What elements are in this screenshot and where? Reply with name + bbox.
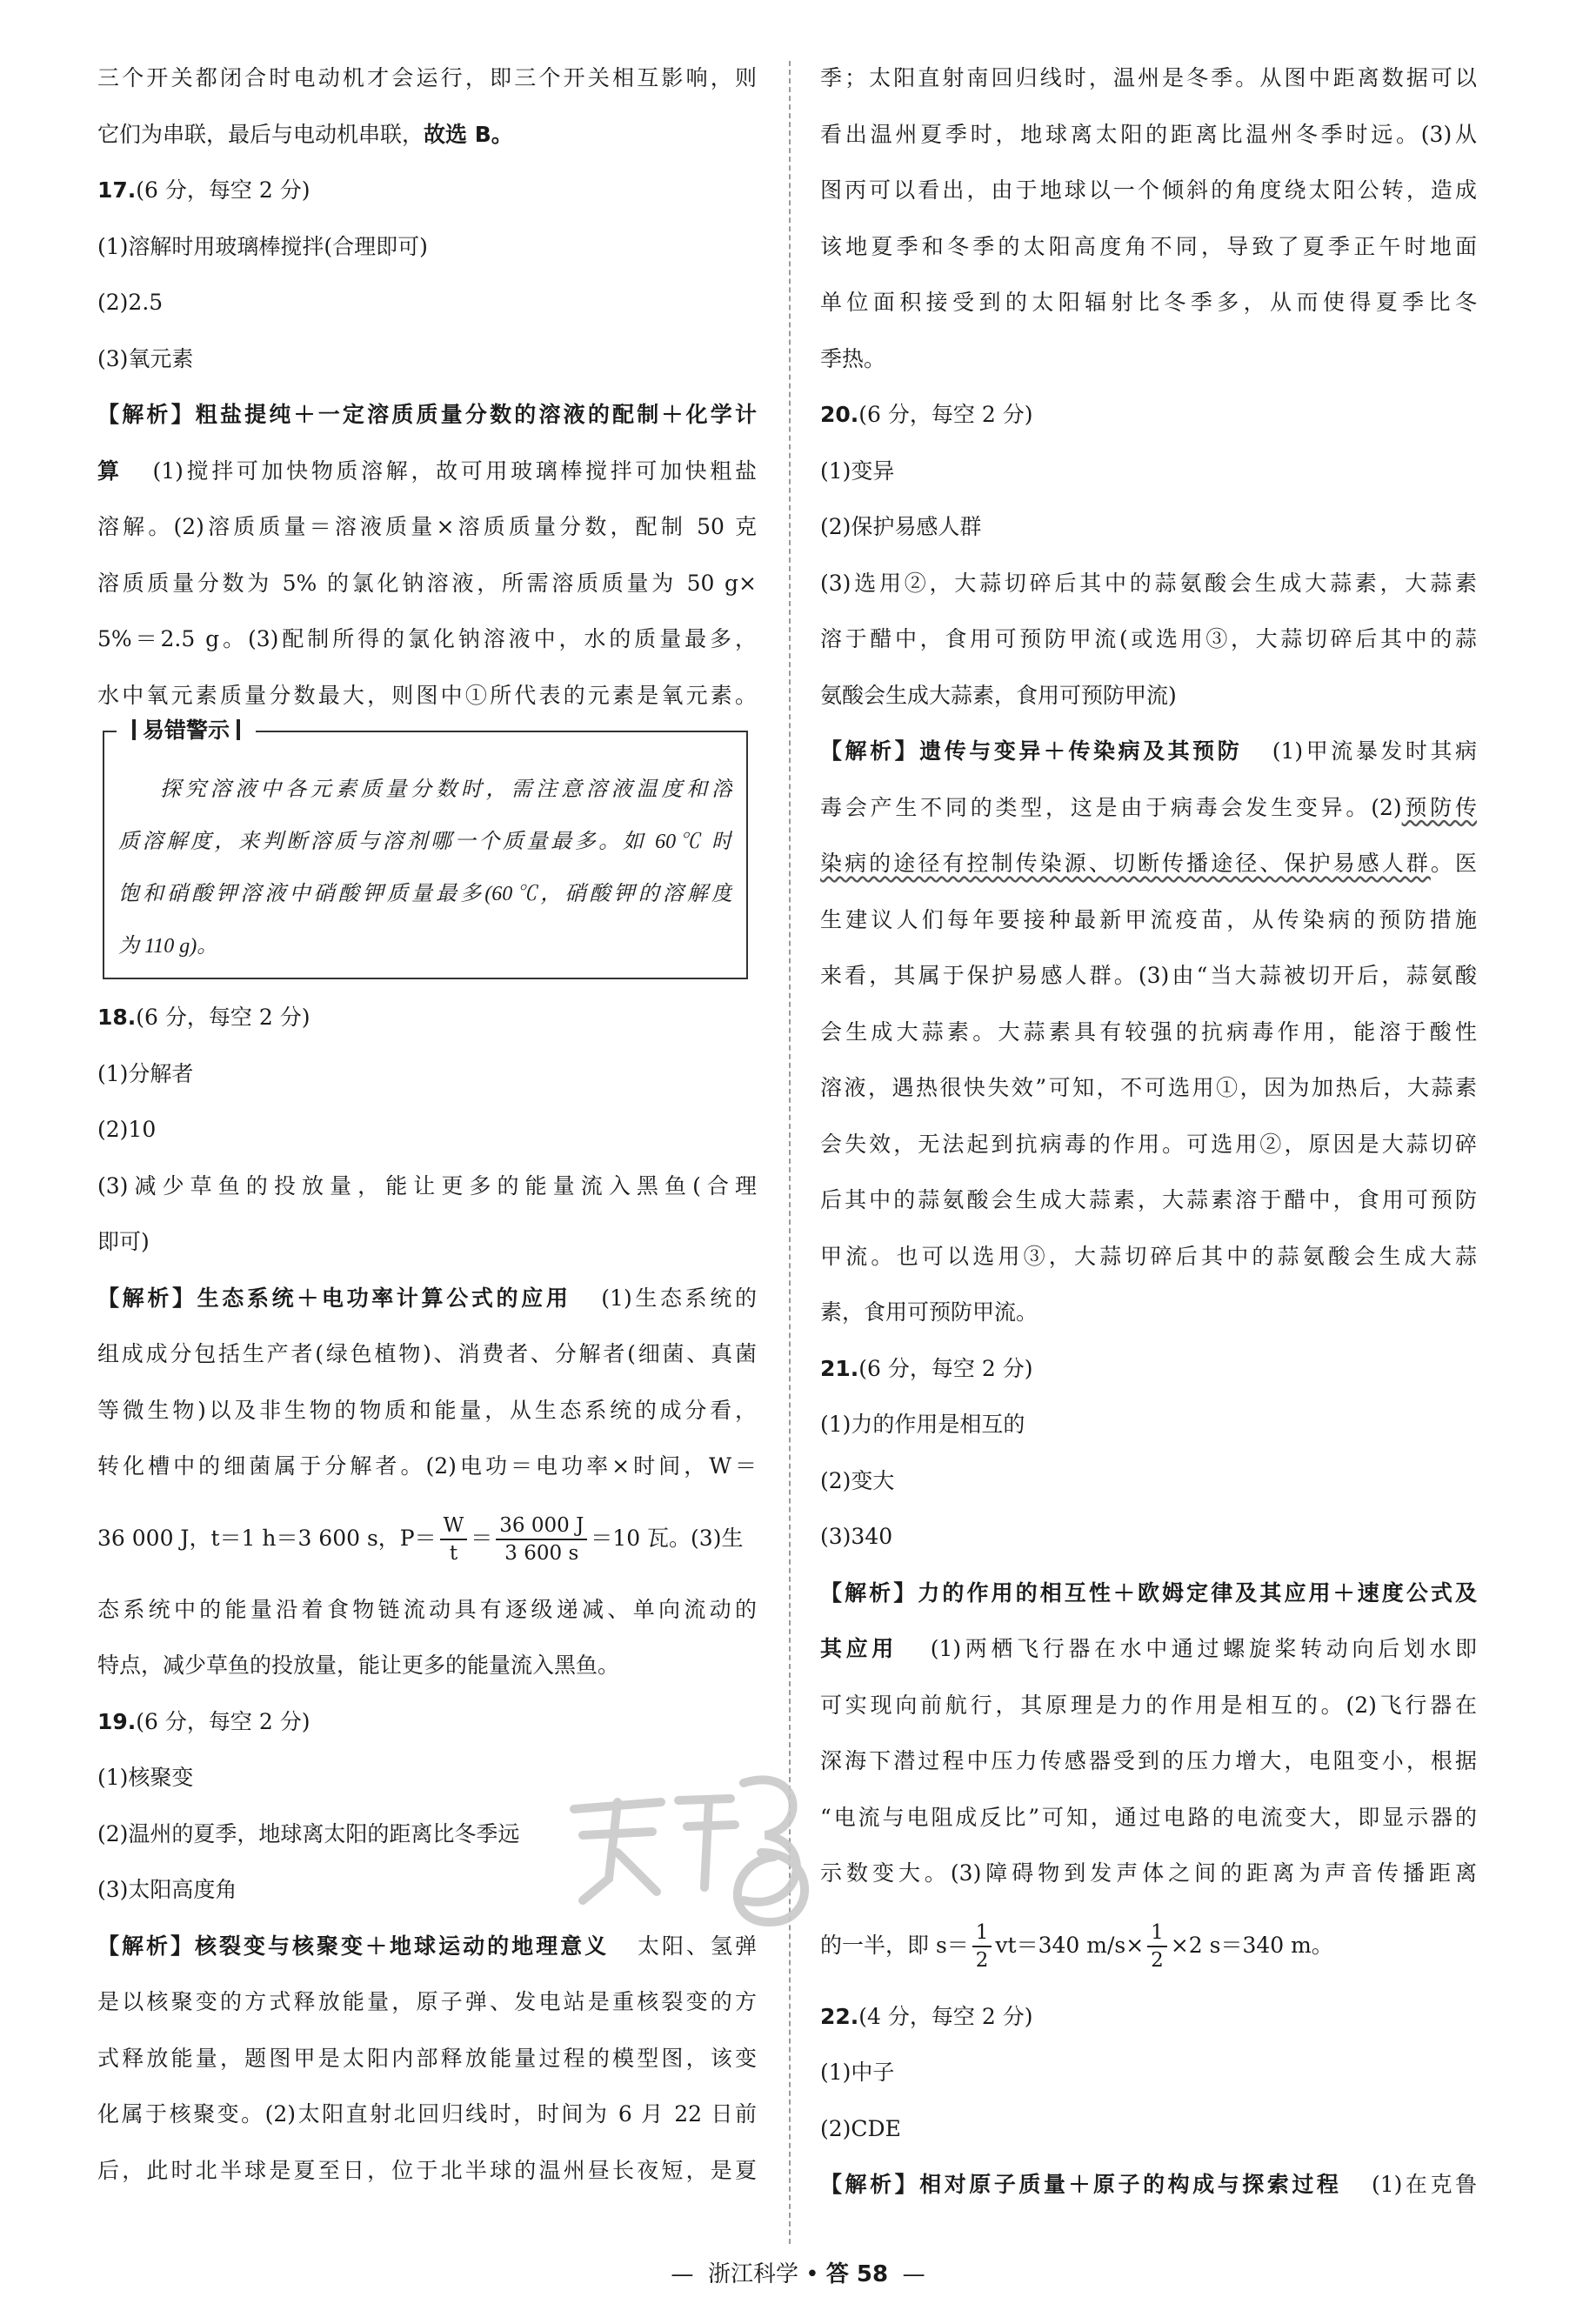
text-line: 化属于核聚变。(2)太阳直射北回归线时，时间为 6 月 22 日前 xyxy=(97,2101,757,2127)
text-line: 后，此时北半球是夏至日，位于北半球的温州昼长夜短，是夏 xyxy=(97,2157,757,2183)
answer-line: (1)核聚变 xyxy=(97,1765,194,1790)
warning-line: 质溶解度，来判断溶质与溶剂哪一个质量最多。如 60℃ 时 xyxy=(118,831,732,853)
answer-line: (2)2.5 xyxy=(97,290,164,315)
text-line: 会失效，无法起到抗病毒的作用。可选用②，原因是大蒜切碎 xyxy=(820,1131,1477,1157)
fraction xyxy=(440,1512,468,1566)
text-line: 生建议人们每年要接种最新甲流疫苗，从传染病的预防措施 xyxy=(820,906,1477,932)
text-line: 来看，其属于保护易感人群。(3)由“当大蒜被切开后，蒜氨酸 xyxy=(820,963,1477,988)
right-column xyxy=(820,50,1477,2214)
text-line: 是以核聚变的方式释放能量，原子弹、发电站是重核裂变的方 xyxy=(97,1989,757,2014)
fraction xyxy=(1147,1920,1167,1973)
text-span: (1)在克鲁 xyxy=(1371,2172,1477,2197)
text-line: 组成成分包括生产者(绿色植物)、消费者、分解者(细菌、真菌 xyxy=(97,1341,757,1366)
fraction-denominator: t xyxy=(449,1542,458,1565)
answer-line: (3)340 xyxy=(820,1524,893,1549)
question-22-header xyxy=(820,1989,1477,2046)
question-number: 22. xyxy=(820,2003,859,2029)
answer-line: (2)变大 xyxy=(820,1467,895,1493)
answer-line: (2)10 xyxy=(97,1117,157,1142)
warning-box xyxy=(103,718,748,979)
text-line: 季热。 xyxy=(820,345,886,371)
fraction-numerator: 1 xyxy=(1147,1920,1167,1947)
answer-line: 即可) xyxy=(97,1229,150,1254)
question-number: 20. xyxy=(820,402,859,427)
text-span: 毒会产生不同的类型，这是由于病毒会发生变异。(2) xyxy=(820,794,1402,820)
warning-title: 易错警示 xyxy=(117,713,256,748)
analysis-label: 【解析】遗传与变异＋传染病及其预防 xyxy=(820,738,1243,764)
text-span: ＝10 瓦。(3)生 xyxy=(591,1525,744,1551)
answer-line: (3)减少草鱼的投放量，能让更多的能量流入黑鱼(合理 xyxy=(97,1172,757,1199)
analysis-label: 【解析】粗盐提纯＋一定溶质质量分数的溶液的配制＋化学计 xyxy=(97,402,757,427)
text-line: 该地夏季和冬季的太阳高度角不同，导致了夏季正午时地面 xyxy=(820,233,1477,259)
answer-line: (2)CDE xyxy=(820,2115,901,2141)
text-line: 深海下潜过程中压力传感器受到的压力增大，电阻变小，根据 xyxy=(820,1748,1477,1773)
analysis-label: 【解析】生态系统＋电功率计算公式的应用 xyxy=(97,1285,571,1311)
text-span: 的一半，即 s＝ xyxy=(820,1932,969,1958)
answer-line: (1)溶解时用玻璃棒搅拌(合理即可) xyxy=(97,233,428,259)
text-line xyxy=(820,1621,1477,1678)
answer-line: (2)温州的夏季，地球离太阳的距离比冬季远 xyxy=(97,1820,520,1846)
text-line xyxy=(820,724,1477,780)
score-note: (6 分，每空 2 分) xyxy=(136,177,311,203)
answer-line: (2)保护易感人群 xyxy=(820,514,982,539)
question-21-header xyxy=(820,1341,1477,1398)
text-span: (1)生态系统的 xyxy=(601,1285,757,1311)
fraction-denominator: 3 600 s xyxy=(504,1542,579,1565)
question-number: 19. xyxy=(97,1708,137,1734)
answer-line: (1)分解者 xyxy=(97,1060,194,1086)
answer-line: 氨酸会生成大蒜素，食用可预防甲流) xyxy=(820,682,1177,708)
analysis-label: 【解析】相对原子质量＋原子的构成与探索过程 xyxy=(820,2172,1342,2197)
answer-line: 溶于醋中，食用可预防甲流(或选用③，大蒜切碎后其中的蒜 xyxy=(820,626,1477,651)
text-line: 后其中的蒜氨酸会生成大蒜素，大蒜素溶于醋中，食用可预防 xyxy=(820,1187,1477,1212)
footer-dot: • xyxy=(805,2261,819,2287)
formula-line xyxy=(820,1902,1477,1989)
text-line: 素，食用可预防甲流。 xyxy=(820,1299,1038,1325)
answer-line: (3)选用②，大蒜切碎后其中的蒜氨酸会生成大蒜素，大蒜素 xyxy=(820,570,1477,596)
score-note: (6 分，每空 2 分) xyxy=(858,402,1033,427)
warning-line: 为 110 g)。 xyxy=(118,935,218,958)
question-number: 18. xyxy=(97,1005,137,1030)
footer-dash: — xyxy=(671,2261,694,2287)
text-line: 三个开关都闭合时电动机才会运行，即三个开关相互影响，则 xyxy=(97,65,757,90)
answer-line: (1)变异 xyxy=(820,457,895,484)
text-line: 图丙可以看出，由于地球以一个倾斜的角度绕太阳公转，造成 xyxy=(820,177,1477,203)
fraction-numerator: 1 xyxy=(972,1920,992,1947)
text-line xyxy=(97,444,757,500)
wavy-underlined-text: 预防传 xyxy=(1401,794,1477,820)
text-span: 太阳、氢弹 xyxy=(637,1933,757,1959)
question-20-header xyxy=(820,387,1477,444)
answer-line: (1)力的作用是相互的 xyxy=(820,1412,1025,1437)
fraction-denominator: 2 xyxy=(975,1949,989,1972)
text-line: 示数变大。(3)障碍物到发声体之间的距离为声音传播距离 xyxy=(820,1860,1477,1886)
wavy-underlined-text: 染病的途径有控制传染源、切断传播途径、保护易感人群 xyxy=(820,851,1431,876)
page-number: 答 58 xyxy=(825,2261,889,2287)
text-span: (1)两栖飞行器在水中通过螺旋桨转动向后划水即 xyxy=(930,1636,1477,1661)
analysis-label: 其应用 xyxy=(820,1636,898,1661)
warning-line: 探究溶液中各元素质量分数时，需注意溶液温度和溶 xyxy=(160,778,732,801)
text-line: 单位面积接受到的太阳辐射比冬季多，从而使得夏季比冬 xyxy=(820,290,1477,315)
watermark-logo xyxy=(557,1748,818,1931)
text-span: (1)甲流暴发时其病 xyxy=(1272,738,1477,764)
footer-dash: — xyxy=(902,2261,925,2287)
text-line xyxy=(820,2157,1477,2214)
fraction-numerator: W xyxy=(440,1512,468,1540)
score-note: (4 分，每空 2 分) xyxy=(858,2003,1033,2029)
fraction-denominator: 2 xyxy=(1151,1949,1164,1972)
text-line: 特点，减少草鱼的投放量，能让更多的能量流入黑鱼。 xyxy=(97,1653,620,1678)
answer-line: (3)氧元素 xyxy=(97,345,194,371)
text-line: 溶液，遇热很快失效”可知，不可选用①，因为加热后，大蒜素 xyxy=(820,1075,1477,1100)
text-line: 等微生物)以及非生物的物质和能量，从生态系统的成分看， xyxy=(97,1397,757,1423)
text-line: 甲流。也可以选用③，大蒜切碎后其中的蒜氨酸会生成大蒜 xyxy=(820,1243,1477,1269)
page-footer xyxy=(0,2261,1596,2287)
text-span: (1)搅拌可加快物质溶解，故可用玻璃棒搅拌可加快粗盐 xyxy=(152,457,757,484)
text-line: 式释放能量，题图甲是太阳内部释放能量过程的模型图，该变 xyxy=(97,2045,757,2071)
footer-subject: 浙江科学 xyxy=(707,2261,798,2287)
text-line: 态系统中的能量沿着食物链流动具有逐级递减、单向流动的 xyxy=(97,1596,757,1622)
question-19-header xyxy=(97,1694,757,1751)
text-line: 溶质质量分数为 5% 的氯化钠溶液，所需溶质质量为 50 g× xyxy=(97,570,757,596)
fraction xyxy=(972,1920,992,1973)
score-note: (6 分，每空 2 分) xyxy=(136,1708,311,1734)
text-line: 会生成大蒜素。大蒜素具有较强的抗病毒作用，能溶于酸性 xyxy=(820,1018,1477,1045)
answer-line: (3)太阳高度角 xyxy=(97,1877,237,1902)
question-18-header xyxy=(97,990,757,1046)
text-line: “电流与电阻成反比”可知，通过电路的电流变大，即显示器的 xyxy=(820,1804,1477,1830)
text-line: 转化槽中的细菌属于分解者。(2)电功＝电功率×时间，W＝ xyxy=(97,1453,757,1479)
text-line xyxy=(820,836,1477,892)
text-line xyxy=(820,780,1477,837)
question-17-header xyxy=(97,163,757,219)
text-line: 季；太阳直射南回归线时，温州是冬季。从图中距离数据可以 xyxy=(820,65,1477,90)
text-line: 溶解。(2)溶质质量＝溶液质量×溶质质量分数，配制 50 克 xyxy=(97,514,757,539)
analysis-label: 【解析】力的作用的相互性＋欧姆定律及其应用＋速度公式及 xyxy=(820,1579,1477,1606)
score-note: (6 分，每空 2 分) xyxy=(858,1355,1033,1381)
fraction xyxy=(496,1512,587,1566)
analysis-label: 【解析】核裂变与核聚变＋地球运动的地理意义 xyxy=(97,1933,610,1959)
text-line xyxy=(97,1271,757,1327)
text-span: 。医 xyxy=(1430,851,1477,876)
question-number: 17. xyxy=(97,177,137,203)
score-note: (6 分，每空 2 分) xyxy=(136,1005,311,1030)
answer-line: (1)中子 xyxy=(820,2060,895,2085)
text-span: ＝ xyxy=(471,1525,493,1551)
text-span: ×2 s＝340 m。 xyxy=(1170,1932,1333,1958)
answer-emphasis: 故选 B。 xyxy=(424,121,513,147)
text-line: 5%＝2.5 g。(3)配制所得的氯化钠溶液中，水的质量最多， xyxy=(97,626,757,651)
fraction-numerator: 36 000 J xyxy=(496,1512,587,1540)
question-number: 21. xyxy=(820,1355,859,1381)
formula-line xyxy=(97,1495,757,1582)
text-line: 可实现向前航行，其原理是力的作用是相互的。(2)飞行器在 xyxy=(820,1692,1477,1718)
warning-line: 饱和硝酸钾溶液中硝酸钾质量最多(60℃，硝酸钾的溶解度 xyxy=(118,883,732,905)
text-span: vt＝340 m/s× xyxy=(995,1932,1145,1958)
analysis-label: 算 xyxy=(97,457,123,484)
text-span: 它们为串联，最后与电动机串联， xyxy=(97,121,424,147)
text-line: 看出温州夏季时，地球离太阳的距离比温州冬季时远。(3)从 xyxy=(820,121,1477,147)
text-span: 36 000 J，t＝1 h＝3 600 s，P＝ xyxy=(97,1525,437,1551)
text-line xyxy=(97,107,757,164)
text-line: 水中氧元素质量分数最大，则图中①所代表的元素是氧元素。 xyxy=(97,682,757,708)
